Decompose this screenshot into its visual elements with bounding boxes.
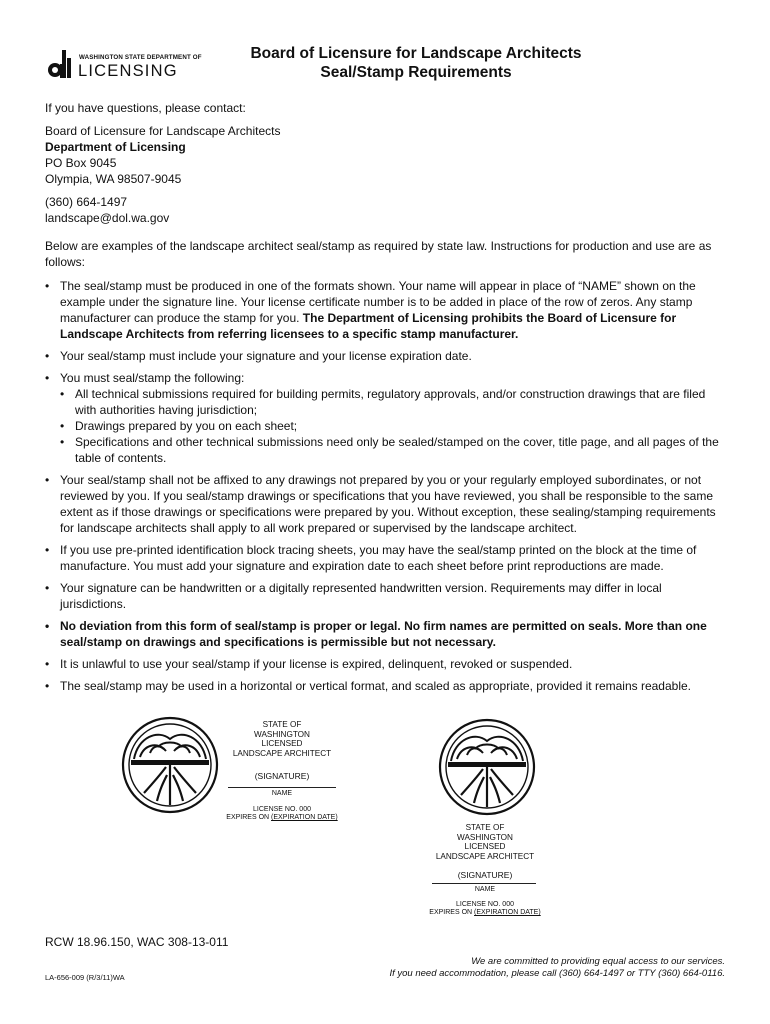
contact-email: landscape@dol.wa.gov: [45, 211, 170, 225]
contact-city: Olympia, WA 98507-9045: [45, 172, 182, 186]
expires-prefix: EXPIRES ON: [226, 814, 270, 821]
title-line-1: Board of Licensure for Landscape Architects: [250, 45, 582, 62]
seal-emblem-horizontal: [120, 715, 220, 815]
expires-prefix: EXPIRES ON: [429, 909, 473, 916]
seal-line: WASHINGTON: [254, 729, 310, 739]
list-item: [45, 278, 725, 342]
seal-line: WASHINGTON: [457, 832, 513, 842]
list-item: • Your seal/stamp must include your signature and your license expiration date.: [45, 348, 725, 364]
list-item: • Your signature can be handwritten or a digitally represented handwritten version. Requirements may differ in local jurisdictions.: [45, 580, 725, 612]
seal-license-number: LICENSE NO. 000: [253, 806, 311, 813]
seal-name-label: NAME: [271, 790, 293, 797]
page-title: [196, 44, 636, 82]
requirements-list: [45, 278, 725, 700]
title-line-2: Seal/Stamp Requirements: [320, 64, 512, 81]
logo-licensing-text: LICENSING: [78, 62, 178, 80]
list-item: • If you use pre-printed identification block tracing sheets, you may have the seal/stamp printed on the block at the time of manufacture. You must add your signature and expiration date to each sheet before print reproductions are made.: [45, 542, 725, 574]
rcw-citation: RCW 18.96.150, WAC 308-13-011: [45, 935, 229, 949]
list-item: • No deviation from this form of seal/stamp is proper or legal. No firm names are permitted on seals. More than one seal/stamp on drawings and specifications is permissible but not necessary.: [45, 618, 725, 650]
list-item: [45, 370, 725, 466]
seal-expiration: [425, 909, 545, 917]
dol-logo-icon: [46, 50, 76, 78]
seal-line: LANDSCAPE ARCHITECT: [232, 748, 332, 758]
dol-logo: [46, 48, 202, 82]
contact-block: [45, 100, 405, 226]
list-item: • Your seal/stamp shall not be affixed to any drawings not prepared by you or your regularly employed subordinates, or not reviewed by you. If you seal/stamp drawings or specifications that you have reviewed, you shall be responsible to the same extent as if those drawings or specifications were prepared by you. Without exception, these sealing/stamping requirements for landscape architects shall apply to all work prepared or supervised by the landscape architect.: [45, 472, 725, 536]
signature-line: [432, 883, 536, 884]
contact-intro: If you have questions, please contact:: [45, 101, 246, 115]
seal-line: STATE OF: [262, 720, 302, 729]
logo-department-text: WASHINGTON STATE DEPARTMENT OF: [79, 54, 202, 61]
contact-org: Board of Licensure for Landscape Architects: [45, 124, 281, 138]
intro-paragraph: Below are examples of the landscape architect seal/stamp as required by state law. Instructions for production and use are as follows:: [45, 239, 712, 269]
seal-signature-label: (SIGNATURE): [254, 771, 310, 781]
sub-list: [60, 386, 725, 466]
seal-expiration: [222, 814, 342, 822]
expiration-date: (EXPIRATION DATE): [474, 909, 541, 916]
equal-access-notice: [389, 956, 725, 980]
req-1-text: The seal/stamp must be produced in one of the formats shown. Your name will appear in place of “NAME” shown on the example under the signature line. Your license certificate number is to be added in place of the row of zeros. Any stamp manufacturer can produce the stamp for you.: [60, 279, 696, 325]
contact-phone: (360) 664-1497: [45, 195, 128, 209]
sub-list-item: • Specifications and other technical submissions need only be sealed/stamped on the cover, title page, and all pages of the table of contents.: [60, 434, 725, 466]
seal-state-text-horizontal: [222, 720, 342, 758]
form-number: LA-656-009 (R/3/11)WA: [45, 973, 125, 982]
seal-line: LANDSCAPE ARCHITECT: [435, 851, 535, 861]
seal-line: LICENSED: [464, 842, 506, 851]
seal-emblem-vertical: [437, 717, 537, 817]
contact-po-box: PO Box 9045: [45, 156, 117, 170]
equal-access-line: If you need accommodation, please call (360) 664-1497 or TTY (360) 664-0116.: [389, 968, 725, 979]
seal-line: STATE OF: [465, 823, 505, 832]
seal-line: LICENSED: [261, 739, 303, 748]
list-item: • It is unlawful to use your seal/stamp if your license is expired, delinquent, revoked or suspended.: [45, 656, 725, 672]
seal-license-number: LICENSE NO. 000: [456, 901, 514, 908]
req-1-bold: The Department of Licensing prohibits the Board of Licensure for Landscape Architects from referring licensees to a specific stamp manufacturer.: [60, 311, 677, 341]
seal-state-text-vertical: [425, 823, 545, 861]
list-item: • The seal/stamp may be used in a horizontal or vertical format, and scaled as appropriate, provided it remains readable.: [45, 678, 725, 694]
signature-line: [228, 787, 336, 788]
seal-signature-label: (SIGNATURE): [457, 870, 513, 880]
contact-dept: Department of Licensing: [45, 140, 186, 154]
sub-list-item: • Drawings prepared by you on each sheet;: [60, 418, 725, 434]
seal-name-label: NAME: [474, 886, 496, 893]
req-3-text: • You must seal/stamp the following:: [60, 371, 245, 385]
sub-list-item: • All technical submissions required for building permits, regulatory approvals, and/or construction drawings that are filed with authorities having jurisdiction;: [60, 386, 725, 418]
equal-access-line: We are committed to providing equal access to our services.: [471, 956, 725, 967]
expiration-date: (EXPIRATION DATE): [271, 814, 338, 821]
